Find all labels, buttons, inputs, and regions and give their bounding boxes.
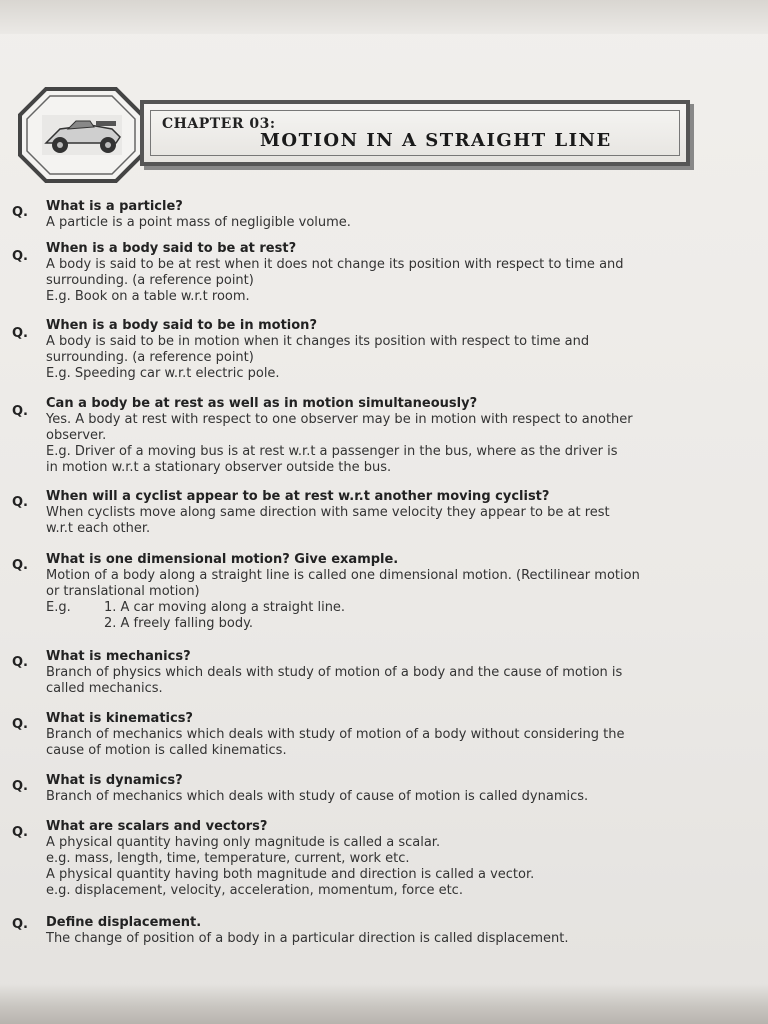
answer-line: Yes. A body at rest with respect to one observer may be in motion with respect to another — [46, 412, 633, 427]
example-row — [46, 616, 732, 632]
q-marker: Q. — [12, 205, 28, 220]
answer-line: The change of position of a body in a particular direction is called displacement. — [46, 931, 569, 946]
answer-line: Motion of a body along a straight line is called one dimensional motion. (Rectilinear motion — [46, 568, 640, 583]
question-text: When is a body said to be at rest? — [46, 241, 297, 256]
answer-line: surrounding. (a reference point) — [46, 273, 254, 288]
answer-line: w.r.t each other. — [46, 521, 151, 536]
answer-line: e.g. displacement, velocity, acceleration, momentum, force etc. — [46, 883, 463, 898]
q-marker: Q. — [12, 717, 28, 732]
answer-line: A particle is a point mass of negligible volume. — [46, 215, 351, 230]
q-marker: Q. — [12, 326, 28, 341]
question-text: What is a particle? — [46, 199, 183, 214]
answer-line: observer. — [46, 428, 107, 443]
example-item: 1. A car moving along a straight line. — [104, 600, 346, 615]
race-car-icon — [16, 85, 146, 185]
q-marker: Q. — [12, 558, 28, 573]
q-marker: Q. — [12, 404, 28, 419]
answer-line: E.g. Speeding car w.r.t electric pole. — [46, 366, 280, 381]
answer-line: Branch of mechanics which deals with study of motion of a body without considering the — [46, 727, 625, 742]
answer-line: Branch of mechanics which deals with study of cause of motion is called dynamics. — [46, 789, 589, 804]
answer-line: A body is said to be in motion when it changes its position with respect to time and — [46, 334, 590, 349]
page-bottom-shadow — [0, 984, 768, 1024]
chapter-title-box — [140, 100, 690, 166]
page-top-edge — [0, 0, 768, 34]
q-marker: Q. — [12, 917, 28, 932]
q-marker: Q. — [12, 825, 28, 840]
example-item: 2. A freely falling body. — [104, 616, 254, 631]
question-text: What is kinematics? — [46, 711, 193, 726]
q-marker: Q. — [12, 249, 28, 264]
question-text: Can a body be at rest as well as in motion simultaneously? — [46, 396, 478, 411]
question-text: When will a cyclist appear to be at rest w.r.t another moving cyclist? — [46, 489, 550, 504]
answer-line: e.g. mass, length, time, temperature, current, work etc. — [46, 851, 410, 866]
q-marker: Q. — [12, 495, 28, 510]
question-text: What is mechanics? — [46, 649, 191, 664]
example-row — [46, 600, 732, 616]
question-text: What is dynamics? — [46, 773, 183, 788]
answer-line: When cyclists move along same direction with same velocity they appear to be at rest — [46, 505, 610, 520]
chapter-title: MOTION IN A STRAIGHT LINE — [260, 130, 612, 151]
q-marker: Q. — [12, 655, 28, 670]
question-text: What is one dimensional motion? Give example. — [46, 552, 399, 567]
answer-line: Branch of physics which deals with study of motion of a body and the cause of motion is — [46, 665, 623, 680]
answer-line: A physical quantity having both magnitude and direction is called a vector. — [46, 867, 535, 882]
answer-line: in motion w.r.t a stationary observer outside the bus. — [46, 460, 392, 475]
answer-line: called mechanics. — [46, 681, 163, 696]
answer-line: or translational motion) — [46, 584, 200, 599]
answer-line: E.g. Driver of a moving bus is at rest w.r.t a passenger in the bus, where as the driver is — [46, 444, 618, 459]
answer-line: surrounding. (a reference point) — [46, 350, 254, 365]
question-text: When is a body said to be in motion? — [46, 318, 317, 333]
answer-line: cause of motion is called kinematics. — [46, 743, 287, 758]
example-label: E.g. — [46, 600, 71, 615]
question-text: What are scalars and vectors? — [46, 819, 268, 834]
chapter-label: CHAPTER 03: — [162, 116, 276, 132]
answer-line: E.g. Book on a table w.r.t room. — [46, 289, 250, 304]
race-car-emblem — [16, 85, 146, 185]
question-text: Define displacement. — [46, 915, 202, 930]
answer-line: A body is said to be at rest when it does not change its position with respect to time and — [46, 257, 624, 272]
answer-line: A physical quantity having only magnitude is called a scalar. — [46, 835, 441, 850]
q-marker: Q. — [12, 779, 28, 794]
